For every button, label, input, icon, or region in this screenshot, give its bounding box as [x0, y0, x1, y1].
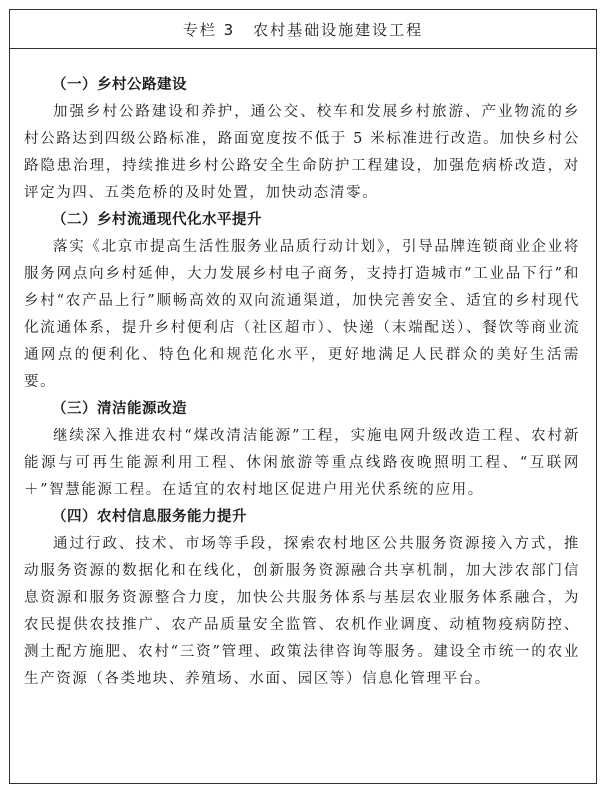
column-number: 专栏 3 [182, 20, 236, 39]
section-title: （三）清洁能源改造 [52, 401, 187, 417]
section-rural-circulation [24, 207, 580, 396]
column-header [10, 10, 596, 49]
section-body: 落实《北京市提高生活性服务业品质行动计划》，引导品牌连锁商业企业将服务网点向乡村延伸，大力发展乡村电子商务，支持打造城市“工业品下行”和乡村“农产品上行”顺畅高效的双向流通渠道，加快完善安全、适宜的乡村现代化流通体系，提升乡村便利店（社区超市）、快递（末端配送）、餐饮等商业流通网点的便利化、特色化和规范化水平，更好地满足人民群众的美好生活需要。 [24, 239, 580, 390]
section-title: （四）农村信息服务能力提升 [52, 509, 247, 525]
column-content [10, 49, 596, 693]
section-title: （一）乡村公路建设 [52, 77, 187, 93]
section-title: （二）乡村流通现代化水平提升 [52, 212, 262, 228]
section-rural-information [24, 504, 580, 693]
section-body: 通过行政、技术、市场等手段，探索农村地区公共服务资源接入方式，推动服务资源的数据化和在线化，创新服务资源融合共享机制，加大涉农部门信息资源和服务资源整合力度，加快公共服务体系与基层农业服务体系融合，为农民提供农技推广、农产品质量安全监管、农机作业调度、动植物疫病防控、测土配方施肥、农村“三资”管理、政策法律咨询等服务。建设全市统一的农业生产资源（各类地块、养殖场、水面、园区等）信息化管理平台。 [24, 536, 580, 687]
column-title: 农村基础设施建设工程 [253, 20, 424, 39]
section-rural-roads [24, 72, 580, 207]
column-box [9, 9, 597, 784]
section-body: 加强乡村公路建设和养护，通公交、校车和发展乡村旅游、产业物流的乡村公路达到四级公路标准，路面宽度按不低于 5 米标准进行改造。加快乡村公路隐患治理，持续推进乡村公路安全生命防护工程建设，加强危病桥改造，对评定为四、五类危桥的及时处置，加快动态清零。 [24, 104, 580, 201]
section-body: 继续深入推进农村“煤改清洁能源”工程，实施电网升级改造工程、农村新能源与可再生能源利用工程、休闲旅游等重点线路夜晚照明工程、“互联网＋”智慧能源工程。在适宜的农村地区促进户用光伏系统的应用。 [24, 428, 580, 498]
section-clean-energy [24, 396, 580, 504]
